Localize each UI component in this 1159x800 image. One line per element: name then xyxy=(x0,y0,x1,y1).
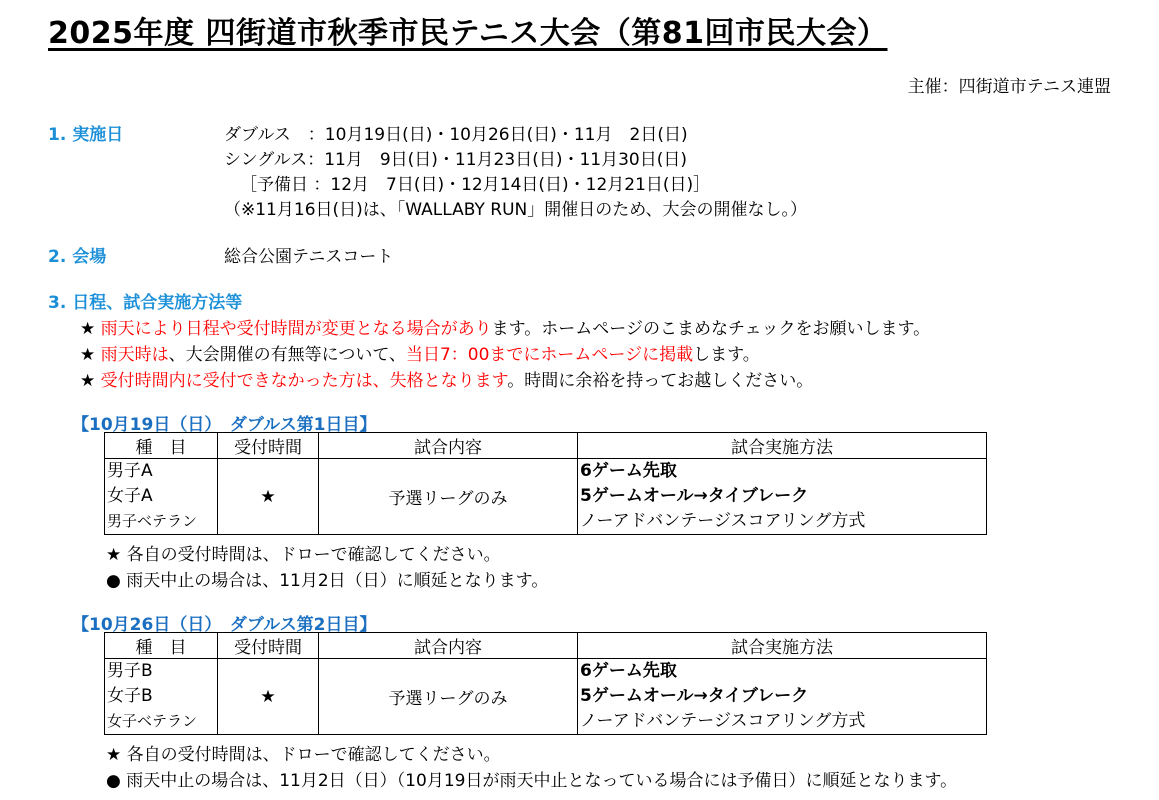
reception-cell: ★ xyxy=(218,659,319,735)
notice-2-rest: します。 xyxy=(693,345,760,365)
method-line: 5ゲームオール→タイブレーク xyxy=(580,486,809,506)
method-cell xyxy=(578,459,987,535)
dates-singles: シングルス：11月 9日(日)・11月23日(日)・11月30日(日) xyxy=(224,150,687,170)
section-1-label: 1. 実施日 xyxy=(48,125,124,145)
section-3-label: 3. 日程、試合実施方法等 xyxy=(48,293,243,313)
method-line: 6ゲーム先取 xyxy=(580,661,677,681)
notice-2-red: 雨天時は xyxy=(100,345,169,365)
dates-note: （※11月16日(日)は、「WALLABY RUN」開催日のため、大会の開催なし。） xyxy=(224,200,808,220)
method-cell xyxy=(578,659,987,735)
table-header-row xyxy=(105,633,987,659)
method-line: ノーアドバンテージスコアリング方式 xyxy=(580,511,866,531)
header-category: 種 目 xyxy=(105,633,218,659)
method-line: 5ゲームオール→タイブレーク xyxy=(580,686,809,706)
category: 女子B xyxy=(107,686,153,706)
organizer: 主催：四街道市テニス連盟 xyxy=(907,77,1111,97)
header-method: 試合実施方法 xyxy=(578,633,987,659)
reception-cell: ★ xyxy=(218,459,319,535)
day1-heading: 【10月19日（日） ダブルス第1日目】 xyxy=(72,415,377,435)
day2-heading: 【10月26日（日） ダブルス第2日目】 xyxy=(72,615,377,635)
notice-3-rest: 。時間に余裕を持ってお越しください。 xyxy=(507,371,814,391)
notice-1 xyxy=(80,314,930,339)
table-row xyxy=(105,459,987,535)
notice-3 xyxy=(80,366,813,391)
dates-reserve: ［予備日 ：12月 7日(日)・12月14日(日)・12月21日(日)］ xyxy=(240,175,711,195)
notice-1-rest: ます。ホームページのこまめなチェックをお願いします。 xyxy=(491,319,931,339)
method-line: 6ゲーム先取 xyxy=(580,461,677,481)
notice-1-red: 雨天により日程や受付時間が変更となる場合があり xyxy=(100,319,492,339)
content-cell: 予選リーグのみ xyxy=(319,459,578,535)
category-cell xyxy=(105,459,218,535)
header-method: 試合実施方法 xyxy=(578,433,987,459)
header-content: 試合内容 xyxy=(319,433,578,459)
header-category: 種 目 xyxy=(105,433,218,459)
notice-2-mid: 、大会開催の有無等について、 xyxy=(168,345,406,365)
star-icon: ★ xyxy=(80,345,96,365)
header-reception: 受付時間 xyxy=(218,433,319,459)
category: 女子A xyxy=(107,486,153,506)
category: 男子A xyxy=(107,461,153,481)
notice-2 xyxy=(80,340,760,365)
category: 女子ベテラン xyxy=(107,712,198,730)
star-icon: ★ xyxy=(80,319,96,339)
day1-note-1: ★ 各自の受付時間は、ドローで確認してください。 xyxy=(106,545,501,565)
notice-2-red2: 当日7：00までにホームページに掲載 xyxy=(405,345,694,365)
day2-note-1: ★ 各自の受付時間は、ドローで確認してください。 xyxy=(106,745,501,765)
day1-note-2: ● 雨天中止の場合は、11月2日（日）に順延となります。 xyxy=(106,571,549,591)
page-title: 2025年度 四街道市秋季市民テニス大会（第81回市民大会） xyxy=(48,16,888,51)
day2-note-2: ● 雨天中止の場合は、11月2日（日）（10月19日が雨天中止となっている場合には予備日）に順延となります。 xyxy=(106,771,958,791)
method-line: ノーアドバンテージスコアリング方式 xyxy=(580,711,866,731)
dates-doubles: ダブルス ：10月19日(日)・10月26日(日)・11月 2日(日) xyxy=(224,125,688,145)
day2-table xyxy=(104,632,987,735)
category-cell xyxy=(105,659,218,735)
header-reception: 受付時間 xyxy=(218,633,319,659)
header-content: 試合内容 xyxy=(319,633,578,659)
content-cell: 予選リーグのみ xyxy=(319,659,578,735)
category: 男子ベテラン xyxy=(107,512,198,530)
category: 男子B xyxy=(107,661,153,681)
section-2-label: 2. 会場 xyxy=(48,247,107,267)
venue: 総合公園テニスコート xyxy=(224,247,394,267)
notice-3-red: 受付時間内に受付できなかった方は、失格となります xyxy=(100,371,508,391)
day1-table xyxy=(104,432,987,535)
table-header-row xyxy=(105,433,987,459)
table-row xyxy=(105,659,987,735)
star-icon: ★ xyxy=(80,371,96,391)
